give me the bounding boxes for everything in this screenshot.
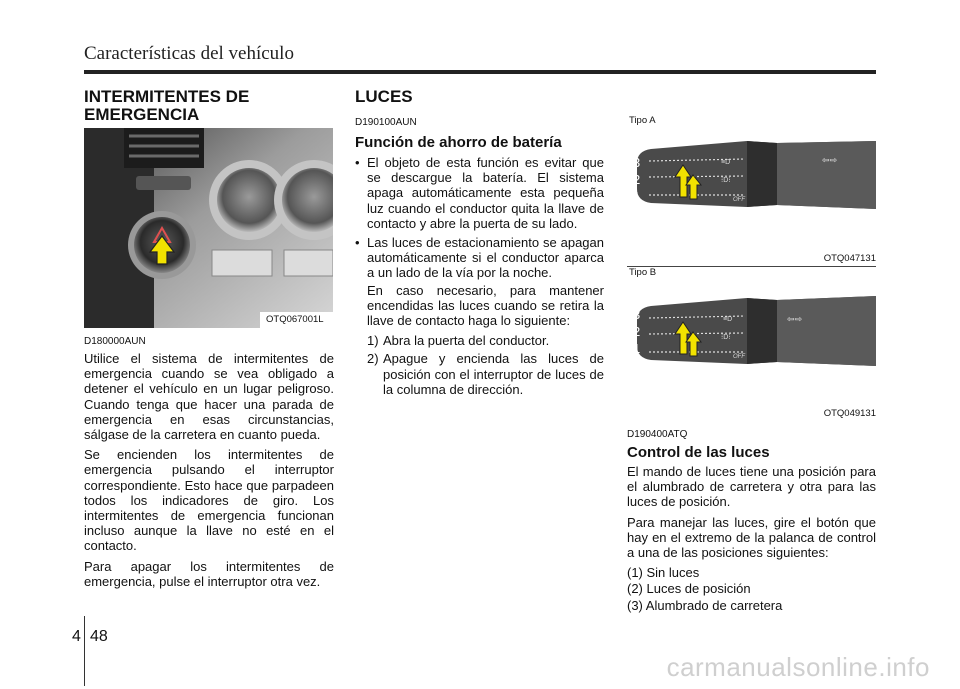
paragraph: Se encienden los intermitentes de emergencia pulsando el interruptor correspondiente. Esto hace que parpadeen todos los indicadores de giro. Los intermitentes de emergencia funcionan incluso aunque la llave no esté en el contacto. [84,447,334,554]
option-item: (2) Luces de posición [627,581,751,597]
step-text: Apague y encienda las luces de posición con el interruptor de luces de la columna de dirección. [383,351,604,397]
footer-divider [84,616,85,686]
section-title-lights: LUCES [355,87,413,106]
step-number: 2) [367,351,379,367]
light-stalk-diagram-a [627,113,876,265]
paragraph: Para apagar los intermitentes de emergencia, pulse el interruptor otra vez. [84,558,334,589]
svg-text:≡D: ≡D [723,316,733,323]
section-code: D190400ATQ [627,429,688,440]
light-stalk-diagram-b [627,268,876,420]
bullet-item: • Las luces de estacionamiento se apagan automáticamente si el conductor aparca a un lado de la vía por la noche. [355,235,604,281]
svg-text:⇦⇨: ⇦⇨ [822,156,838,166]
position-3: 3 [633,307,641,322]
figure-caption: OTQ049131 [823,408,876,419]
bullet-item: • El objeto de esta función es evitar que se descargue la batería. El sistema apaga automáticamente esta pequeña luz cuando el conductor quita la llave de contacto y abre la puerta de su lado. [355,155,604,231]
svg-text:⇦⇨: ⇦⇨ [787,315,803,325]
step-item [355,333,604,348]
hazard-switch-photo [84,128,333,328]
figure-caption: OTQ047131 [823,253,876,264]
step-item [355,351,604,397]
subsection-title: Control de las luces [627,444,770,461]
section-title-line2: EMERGENCIA [84,105,200,124]
position-2: 2 [633,324,641,339]
hazard-body [84,351,334,594]
position-1: 1 [633,341,641,356]
step-text: Abra la puerta del conductor. [383,333,550,349]
header-rule [84,70,876,74]
section-title-hazard [84,88,334,124]
page-number: 48 [90,628,108,645]
paragraph: El mando de luces tiene una posición para el alumbrado de carretera y otra para las luces de posición. [627,464,876,510]
section-title-line1: INTERMITENTES DE [84,87,250,106]
section-number: 4 [72,628,81,645]
battery-saver-body [355,155,604,400]
watermark: carmanualsonline.info [666,652,930,682]
figure-label: Tipo A [629,115,656,126]
option-item: (3) Alumbrado de carretera [627,597,783,613]
figure-type-b [627,268,876,420]
paragraph: Utilice el sistema de intermitentes de emergencia cuando se vea obligado a detener el vehículo en un lugar peligroso. Cuando tenga que hacer una parada de emergencia en esas circunstancias, sálgase de la carretera en cuanto pueda. [84,351,334,443]
subsection-title: Función de ahorro de batería [355,134,562,151]
light-control-body [627,464,876,613]
bullet-continuation: En caso necesario, para mantener encendidas las luces cuando se retira la llave de contacto haga lo siguiente: [367,282,604,329]
position-2: 2 [633,172,641,187]
svg-text:OFF: OFF [733,197,745,203]
running-header: Características del vehículo [84,43,294,64]
svg-text:⁝D⁝: ⁝D⁝ [721,177,731,184]
section-code: D180000AUN [84,336,146,347]
step-number: 1) [367,333,379,349]
svg-text:⁝D⁝: ⁝D⁝ [721,334,731,341]
svg-text:≡D: ≡D [721,159,731,166]
figure-type-a [627,113,876,265]
figure-label: Tipo B [629,267,657,278]
position-3: 3 [633,155,641,170]
photo-caption-hazard: OTQ067001L [266,314,324,325]
paragraph: Para manejar las luces, gire el botón que hay en el extremo de la palanca de control a una de las posiciones siguientes: [627,514,876,561]
position-numbers [633,306,640,357]
position-numbers [633,154,640,205]
svg-text:OFF: OFF [733,354,745,360]
figure-divider [627,266,876,267]
section-code: D190100AUN [355,117,417,128]
position-1: 1 [633,189,641,204]
option-item: (1) Sin luces [627,565,700,581]
